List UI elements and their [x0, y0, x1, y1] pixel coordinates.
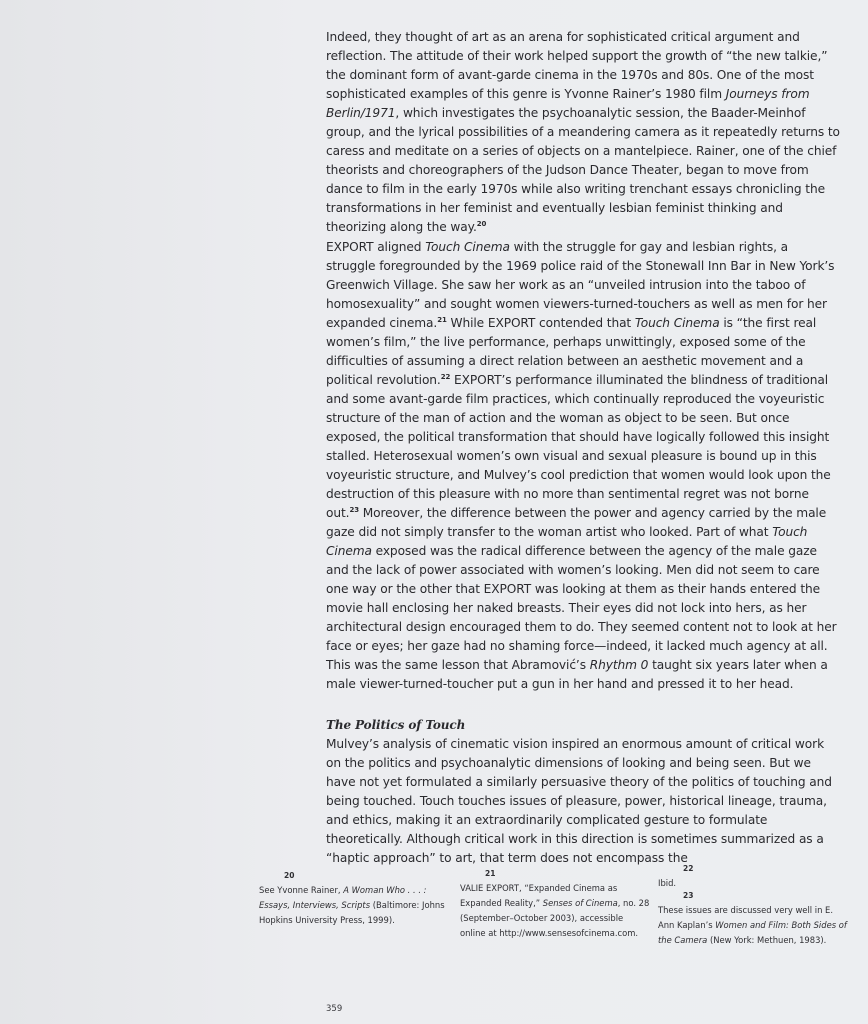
section-body: Mulvey’s analysis of cinematic vision inspired an enormous amount of critical work on the politics and psychoanalytic dimensions of looking and being seen. But we have not yet formulated a similarly persuasive theory of the politics of touching and being touched. Touch touches issues of pleasure, power, historical lineage, trauma, and ethics, making it an extraordinarily complicated gesture to formulate theoretically. Although critical work in this direction is sometimes summarized as a “haptic approach” to art, that term does not encompass the	[326, 737, 832, 865]
journal-title: Senses of Cinema	[542, 898, 618, 908]
book-title: Women and Film: Both Sides of the Camera	[658, 920, 847, 945]
footnote-text: (Baltimore: Johns Hopkins University Press, 1999).	[259, 900, 445, 925]
film-title: Touch Cinema	[634, 316, 720, 330]
text-run: EXPORT aligned	[326, 240, 426, 254]
footnote-text: (New York: Methuen, 1983).	[707, 935, 827, 945]
text-run: with the struggle for gay and lesbian rights, a struggle foregrounded by the 1969 police raid of the Stonewall Inn Bar in New York’s Greenwich Village. She saw her work as an “unveiled intrusion into the taboo of homosexuality” and sought women viewers-turned-touchers as well as men for her expanded cinema.	[326, 240, 835, 330]
book-title: A Woman Who . . . : Essays, Interviews, Scripts	[259, 885, 427, 910]
footnote-ref[interactable]: 21	[437, 316, 447, 324]
section-heading: The Politics of Touch	[326, 718, 466, 732]
footnote-22	[658, 862, 843, 891]
footnote-text: VALIE EXPORT, “Expanded Cinema as Expanded Reality,”	[460, 883, 618, 908]
artwork-title: Rhythm 0	[589, 658, 649, 672]
footnote-number: 21	[485, 869, 496, 878]
footnote-number: 22	[683, 864, 694, 873]
footnote-ref[interactable]: 20	[476, 220, 487, 228]
footnote-number: 20	[284, 871, 295, 880]
footnote-text: These issues are discussed very well in E. Ann Kaplan’s	[658, 905, 834, 930]
page-number: 359	[326, 1004, 343, 1014]
body-paragraph-2	[326, 238, 841, 694]
footnote-number: 23	[683, 891, 694, 900]
section-politics-of-touch	[326, 716, 841, 868]
footnote-text: Ibid.	[658, 878, 677, 888]
text-run: , which investigates the psychoanalytic session, the Baader-Meinhof group, and the lyrical possibilities of a meandering camera as it repeatedly returns to caress and meditate on a series of objects on a mantelpiece. Rainer, one of the chief theorists and choreographers of the Judson Dance Theater, began to move from dance to film in the early 1970s while also writing trenchant essays chronicling the transformations in her feminist and eventually lesbian feminist thinking and theorizing along the way.	[326, 106, 840, 234]
footnote-ref[interactable]: 22	[440, 373, 451, 381]
footnote-ref[interactable]: 23	[349, 506, 359, 514]
footnote-23	[658, 889, 848, 948]
text-run: EXPORT’s performance illuminated the blindness of traditional and some avant-garde film practices, which continually reproduced the voyeuristic structure of the man of action and the woman as object to be seen. But once exposed, the political transformation that should have logically followed this insight stalled. Heterosexual women’s own visual and sexual pleasure is bound up in this voyeuristic structure, and Mulvey’s cool prediction that women would look upon the destruction of this pleasure with no more than sentimental regret was not borne out.	[326, 373, 831, 520]
text-run: Moreover, the difference between the power and agency carried by the male gaze did not simply transfer to the woman artist who looked. Part of what	[326, 506, 827, 539]
text-run: is “the first real women’s film,” the live performance, perhaps unwittingly, exposed some of the difficulties of assuming a direct relation between an aesthetic movement and a political revolution.	[326, 316, 817, 387]
text-run: taught six years later when a male viewer-turned-toucher put a gun in her hand and pressed it to her head.	[326, 658, 828, 691]
body-paragraph-1	[326, 28, 841, 237]
text-run: While EXPORT contended that	[446, 316, 635, 330]
film-title: Touch Cinema	[425, 240, 510, 254]
footnote-text: See Yvonne Rainer,	[259, 885, 344, 895]
text-run: exposed was the radical difference between the agency of the male gaze and the lack of power associated with women’s looking. Men did not seem to care one way or the other that EXPORT was looking at them as their hands entered the movie hall enclosing her naked breasts. Their eyes did not lock into hers, as her architectural design encouraged them to do. They seemed content not to look at her face or eyes; her gaze had no shaming force—indeed, it lacked much agency at all. This was the same lesson that Abramović’s	[326, 544, 837, 672]
footnote-text: , no. 28 (September–October 2003), accessible online at http://www.sensesofcinema.com.	[460, 898, 650, 938]
film-title: Touch Cinema	[326, 525, 808, 558]
footnote-20	[259, 869, 449, 928]
footnote-21	[460, 867, 650, 941]
film-title: Journeys from Berlin/1971	[326, 87, 810, 120]
text-run: Indeed, they thought of art as an arena for sophisticated critical argument and reflection. The attitude of their work helped support the growth of “the new talkie,” the dominant form of avant-garde cinema in the 1970s and 80s. One of the most sophisticated examples of this genre is Yvonne Rainer’s 1980 film	[326, 30, 828, 101]
